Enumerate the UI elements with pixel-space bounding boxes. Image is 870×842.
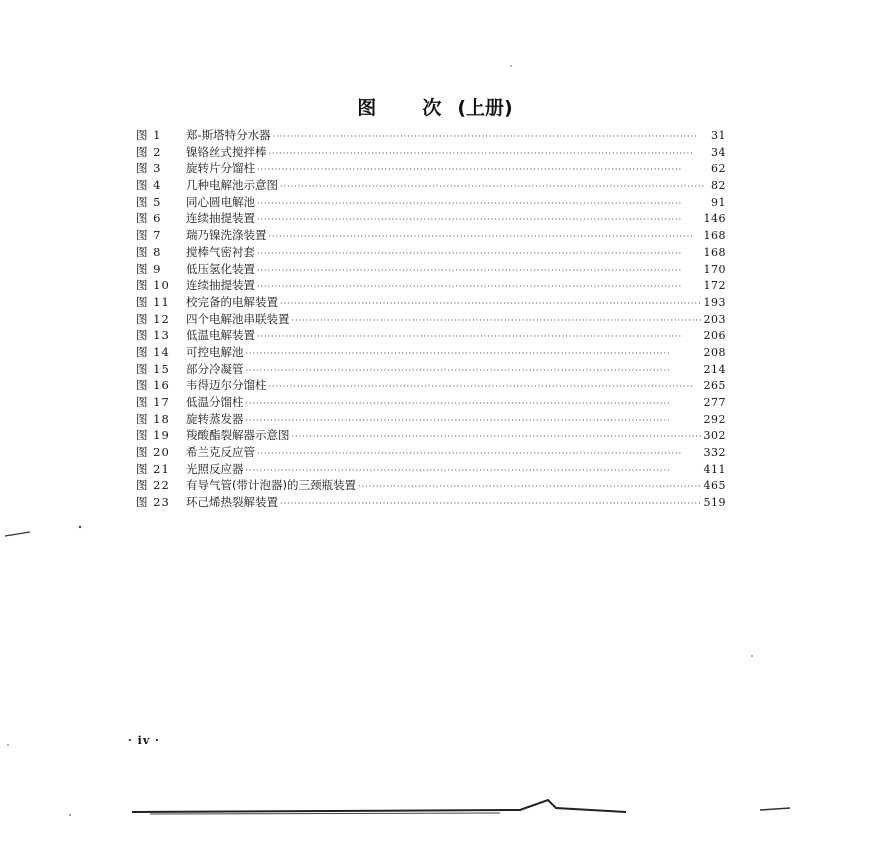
figure-caption: 郑-斯塔特分水器 [186,128,271,142]
dot-leader [358,479,702,496]
title-main-left: 图 [357,97,377,119]
figure-entry [136,227,726,244]
figure-entry [136,244,726,261]
figure-label: 图 12 [136,311,170,326]
figure-caption: 韦得迈尔分馏柱 [186,378,267,393]
figure-entry [136,461,726,478]
figure-caption: 四个电解池串联装置 [186,311,290,326]
figure-entry [136,177,726,194]
figure-entry [136,394,726,411]
figure-caption: 瑞乃镍洗涤装置 [186,228,267,243]
page-number: 214 [703,362,726,376]
figure-list [136,127,726,511]
figure-entry [136,261,726,278]
page-number: 332 [703,446,726,460]
page-number: 34 [711,145,726,159]
dot-leader [257,212,702,229]
figure-caption: 环己烯热裂解装置 [186,495,278,510]
page-number: 519 [703,496,726,510]
figure-entry [136,127,726,144]
figure-entry [136,160,726,177]
dot-leader [246,363,702,380]
figure-entry [136,327,726,344]
dot-leader [257,279,702,296]
page-number: 168 [703,229,726,243]
dot-leader [273,129,706,146]
dot-leader [292,429,702,446]
page-number: 277 [703,396,726,409]
page-number: 206 [703,329,726,343]
figure-entry [136,427,726,444]
figure-entry [136,411,726,428]
figure-label: 图 15 [136,361,170,376]
figure-caption: 低温电解装置 [186,328,255,343]
dot-leader [280,296,702,313]
figure-caption: 希兰克反应管 [186,445,255,460]
page-number: 172 [703,279,726,293]
figure-label: 图 11 [136,294,170,309]
dot-leader [269,229,702,246]
figure-caption: 同心圆电解池 [186,194,255,209]
page-number: 82 [711,179,726,193]
figure-label: 图 1 [136,128,162,142]
figure-caption: 几种电解池示意图 [186,178,278,193]
figure-entry [136,277,726,294]
figure-label: 图 23 [136,495,170,510]
dot-leader [257,263,702,280]
dot-leader [269,146,707,163]
figure-label: 图 4 [136,178,162,193]
title-main-right: 次 [422,97,442,119]
figure-caption: 光照反应器 [186,461,244,476]
dot-leader [292,313,702,330]
page-number: 31 [711,129,726,142]
figure-label: 图 17 [136,395,170,409]
figure-label: 图 14 [136,344,170,359]
figure-caption: 有导气管(带计泡器)的三颈瓶装置 [186,478,356,493]
dot-leader [280,496,702,513]
figure-entry [136,344,726,361]
figure-entry [136,477,726,494]
figure-entry [136,210,726,227]
figure-entry [136,444,726,461]
figure-caption: 旋转片分馏柱 [186,161,255,176]
figure-label: 图 5 [136,194,162,209]
figure-entry [136,144,726,161]
page-number: 168 [703,245,726,259]
figure-label: 图 7 [136,228,162,243]
figure-caption: 镍铬丝式搅拌棒 [186,144,267,159]
figure-label: 图 22 [136,478,170,493]
figure-caption: 可控电解池 [186,344,244,359]
page-number: 170 [703,262,726,276]
page-number: 146 [703,212,726,226]
page-number: 91 [711,195,726,209]
figure-label: 图 3 [136,161,162,176]
figure-caption: 低温分馏柱 [186,395,244,409]
figure-label: 图 8 [136,244,162,259]
figure-entry [136,294,726,311]
title-subtitle: (上册) [457,97,513,119]
dot-leader [246,396,702,413]
figure-caption: 羧酸酯裂解器示意图 [186,428,290,443]
page-title [0,93,870,120]
figure-label: 图 2 [136,144,162,159]
figure-caption: 校完备的电解装置 [186,294,278,309]
page-number: 411 [703,462,726,476]
figure-caption: 旋转蒸发器 [186,411,244,426]
page-number: 203 [703,312,726,326]
dot-leader [269,379,702,396]
figure-label: 图 19 [136,428,170,443]
figure-entry [136,361,726,378]
figure-caption: 连续抽提装置 [186,211,255,226]
figure-label: 图 9 [136,261,162,276]
figure-caption: 部分冷凝管 [186,361,244,376]
figure-caption: 连续抽提装置 [186,278,255,293]
dot-leader [257,246,702,263]
dot-leader [246,413,702,430]
dot-leader [257,162,706,179]
page-folio: · iv · [128,734,160,747]
figure-label: 图 6 [136,211,162,226]
page-number: 465 [703,479,726,493]
figure-entry [136,311,726,328]
figure-caption: 低压氢化装置 [186,261,255,276]
figure-entry [136,377,726,394]
dot-leader [280,179,706,196]
page-number: 302 [703,429,726,443]
figure-caption: 搅棒气密衬套 [186,244,255,259]
dot-leader [257,196,706,213]
page-number: 62 [711,162,726,176]
figure-label: 图 13 [136,328,170,343]
figure-label: 图 20 [136,445,170,460]
figure-label: 图 18 [136,411,170,426]
figure-label: 图 21 [136,461,170,476]
figure-entry [136,494,726,511]
dot-leader [246,346,702,363]
dot-leader [257,446,702,463]
page-number: 208 [703,345,726,359]
figure-entry [136,194,726,211]
dot-leader [257,329,702,346]
page-number: 292 [703,412,726,426]
figure-label: 图 10 [136,278,170,293]
page-number: 193 [703,295,726,309]
figure-label: 图 16 [136,378,170,393]
page-number: 265 [703,379,726,393]
